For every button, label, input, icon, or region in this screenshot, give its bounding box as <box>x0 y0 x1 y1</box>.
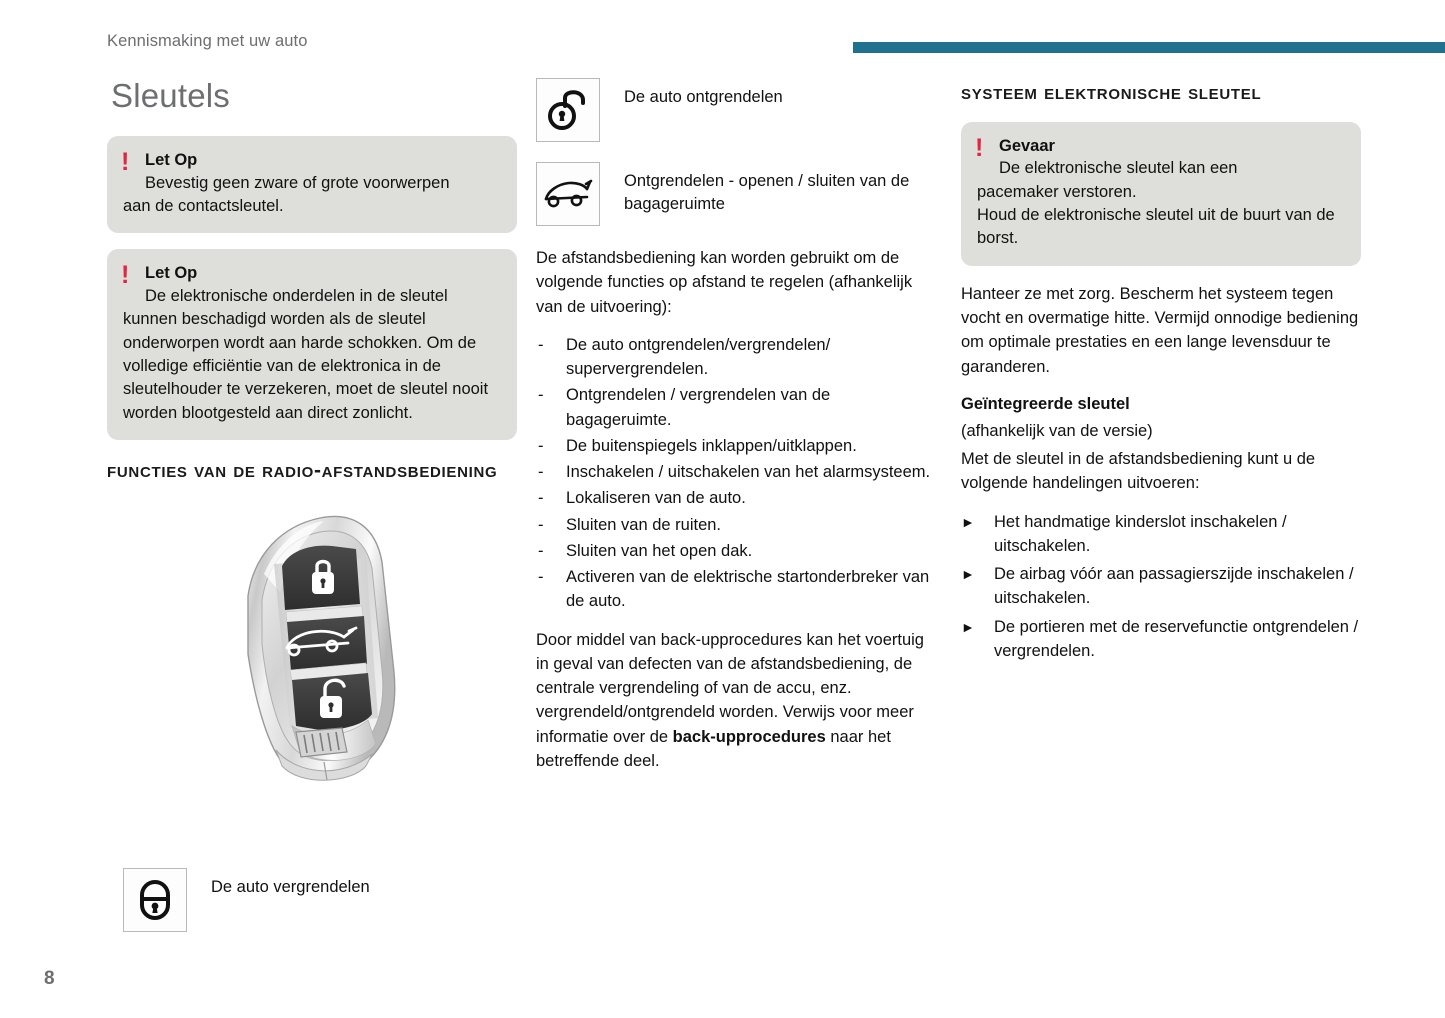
lock-open-icon-box <box>536 78 600 142</box>
key-fob-illustration <box>107 504 517 794</box>
list-item-label: Sluiten van het open dak. <box>566 541 753 560</box>
unlock-car-icon-row <box>536 78 936 142</box>
key-fob-svg <box>186 504 438 794</box>
backup-paragraph-part1: Door middel van back-upprocedures kan het voertuig in geval van defecten van de afstandsbediening, de centrale vergrendeling of van de accu, enz. vergrendeld/ontgrendeld worden. Verwijs voor meer informatie over de <box>536 630 924 746</box>
callout-body-line2: kunnen beschadigd worden als de sleutel onderworpen wordt aan harde schokken. Om de volledige efficiëntie van de elektronica in de sleutelhouder te verzekeren, moet de sleutel nooit worden blootgesteld aan direct zonlicht. <box>123 310 489 422</box>
list-item-label: De airbag vóór aan passagierszijde inschakelen / uitschakelen. <box>994 565 1354 608</box>
dash-marker: - <box>538 541 544 560</box>
remote-intro-paragraph: De afstandsbediening kan worden gebruikt om de volgende functies op afstand te regelen (afhankelijk van de uitvoering): <box>536 249 913 316</box>
list-item-label: Het handmatige kinderslot inschakelen / uitschakelen. <box>994 512 1287 555</box>
dash-marker: - <box>538 489 544 508</box>
integrated-key-actions-list <box>961 510 1361 664</box>
list-item-label: Lokaliseren van de auto. <box>566 489 746 508</box>
callout-let-op-1 <box>107 136 517 233</box>
backup-procedures-paragraph <box>536 628 936 774</box>
section-heading-remote-functions: functies van de radio-afstandsbediening <box>107 459 498 483</box>
arrow-right-icon: ► <box>961 513 975 530</box>
lock-car-caption: De auto vergrendelen <box>211 878 370 896</box>
list-item <box>536 383 936 432</box>
dash-marker: - <box>538 386 544 405</box>
dash-marker: - <box>538 568 544 586</box>
backup-paragraph-bold: back-upprocedures <box>672 727 826 746</box>
list-item-label: Ontgrendelen / vergrendelen van de bagageruimte. <box>566 386 831 429</box>
callout-body-line2: pacemaker verstoren. <box>977 182 1137 201</box>
arrow-right-icon: ► <box>961 618 975 635</box>
list-item <box>536 486 936 510</box>
callout-title: Let Op <box>145 264 198 283</box>
page-header <box>0 0 1445 62</box>
callout-gevaar <box>961 122 1361 266</box>
dash-marker: - <box>538 463 544 481</box>
warning-exclamation-icon: ! <box>975 133 984 162</box>
left-column <box>107 78 517 794</box>
electronic-key-paragraph: Hanteer ze met zorg. Bescherm het systeem tegen vocht en overmatige hitte. Vermijd onnodige bediening om optimale prestaties en een lange levensduur te garanderen. <box>961 284 1359 376</box>
unlock-car-caption: De auto ontgrendelen <box>624 88 783 106</box>
list-item <box>961 615 1361 664</box>
dash-marker: - <box>538 335 544 354</box>
callout-body <box>123 285 501 426</box>
list-item <box>536 565 936 614</box>
arrow-right-icon: ► <box>961 566 975 583</box>
list-item-label: De buitenspiegels inklappen/uitklappen. <box>566 436 857 455</box>
integrated-key-intro: Met de sleutel in de afstandsbediening kunt u de volgende handelingen uitvoeren: <box>961 450 1316 493</box>
callout-body-line3: Houd de elektronische sleutel uit de buurt van de borst. <box>977 205 1335 248</box>
lock-open-icon <box>545 87 591 133</box>
right-column <box>961 78 1361 677</box>
list-item <box>961 510 1361 559</box>
subheading-integrated-key: Geïntegreerde sleutel <box>961 394 1130 413</box>
dash-marker: - <box>538 436 544 455</box>
list-item <box>536 513 936 537</box>
key-release-tab <box>296 728 347 757</box>
lock-closed-icon-box <box>123 868 187 932</box>
boot-caption: Ontgrendelen - openen / sluiten van de bagageruimte <box>624 172 910 214</box>
lock-closed-icon <box>133 878 177 922</box>
car-boot-icon-box <box>536 162 600 226</box>
callout-title: Gevaar <box>999 136 1055 155</box>
callout-body <box>123 172 501 219</box>
list-item <box>536 539 936 563</box>
page-number: 8 <box>44 968 55 989</box>
lock-car-icon-row <box>123 868 370 932</box>
remote-functions-list <box>536 333 936 614</box>
callout-body-line1: Bevestig geen zware of grote voorwerpen <box>145 173 450 192</box>
boot-icon-row <box>536 162 936 226</box>
callout-let-op-2 <box>107 249 517 440</box>
list-item-label: Inschakelen / uitschakelen van het alarmsysteem. <box>566 463 931 481</box>
section-heading-electronic-key: systeem elektronische sleutel <box>961 81 1262 104</box>
list-item-label: De auto ontgrendelen/vergrendelen/ supervergrendelen. <box>566 335 831 378</box>
list-item-label: Activeren van de elektrische startonderbreker van de auto. <box>566 568 930 611</box>
car-boot-icon <box>543 177 593 211</box>
warning-exclamation-icon: ! <box>121 148 130 177</box>
page-title: Sleutels <box>111 77 231 114</box>
backup-paragraph-part2: naar het betreffende deel. <box>536 727 891 770</box>
list-item <box>536 460 936 484</box>
callout-body-line2: aan de contactsleutel. <box>123 196 284 215</box>
middle-column <box>536 78 936 787</box>
callout-body <box>977 157 1345 251</box>
callout-title: Let Op <box>145 151 198 170</box>
list-item <box>536 333 936 382</box>
list-item-label: Sluiten van de ruiten. <box>566 515 722 534</box>
list-item <box>536 434 936 458</box>
callout-body-line1: De elektronische onderdelen in de sleutel <box>145 286 448 305</box>
list-item-label: De portieren met de reservefunctie ontgrendelen / vergrendelen. <box>994 617 1359 660</box>
header-accent-rule <box>853 42 1445 53</box>
list-item <box>961 562 1361 611</box>
callout-body-line1: De elektronische sleutel kan een <box>999 159 1238 178</box>
breadcrumb: Kennismaking met uw auto <box>107 32 308 50</box>
dash-marker: - <box>538 515 544 534</box>
warning-exclamation-icon: ! <box>121 261 130 290</box>
integrated-key-version-note: (afhankelijk van de versie) <box>961 421 1153 440</box>
